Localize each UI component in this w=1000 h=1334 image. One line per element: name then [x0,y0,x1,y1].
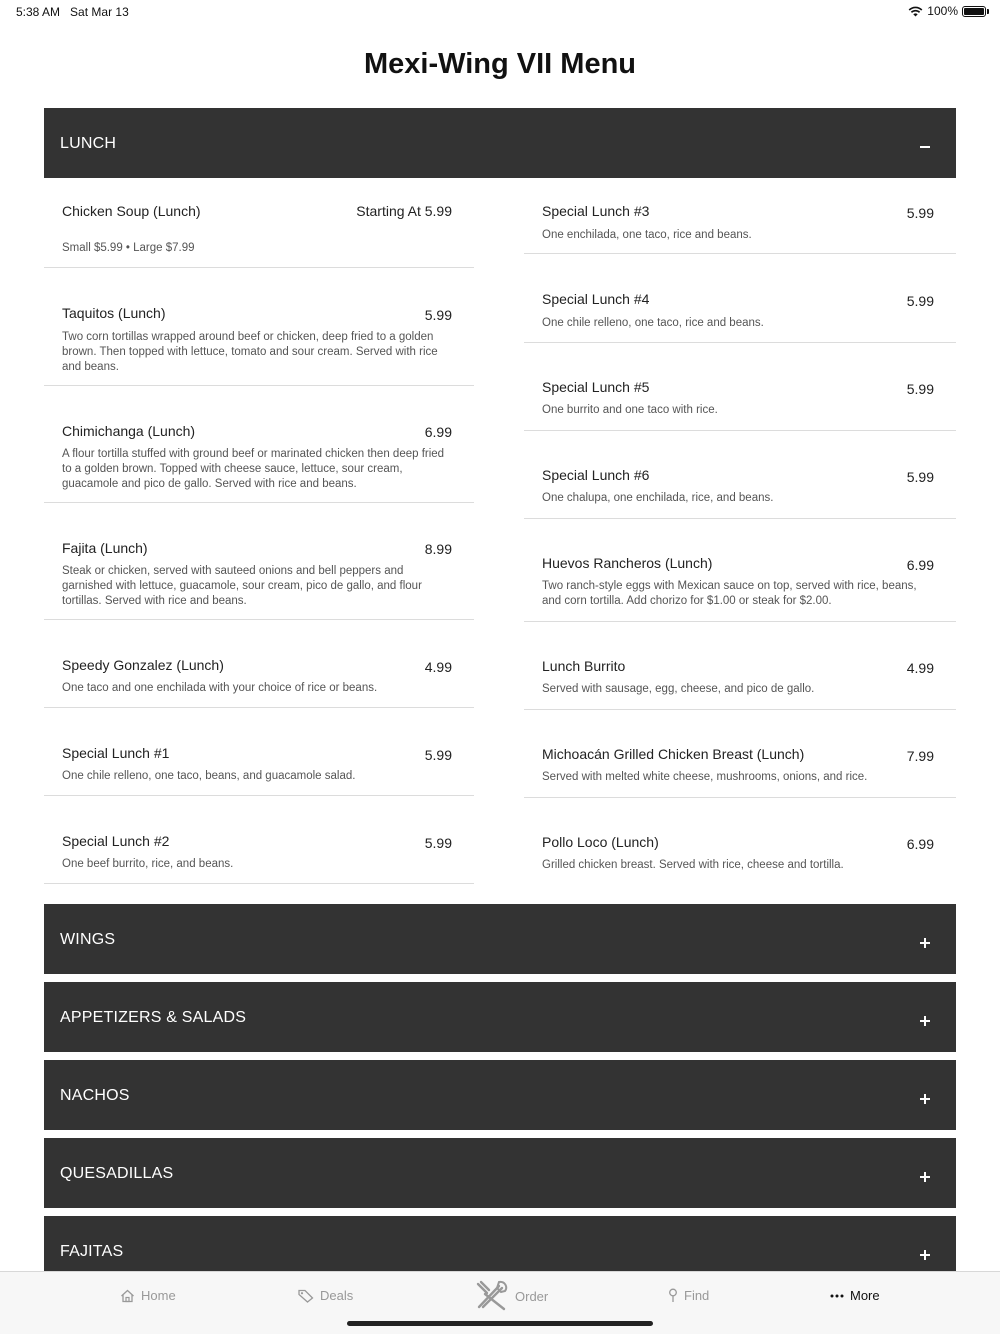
item-name: Special Lunch #6 [542,467,650,483]
item-price: 5.99 [424,307,452,323]
item-name: Fajita (Lunch) [62,540,148,556]
expand-icon[interactable] [918,1248,932,1262]
item-name: Pollo Loco (Lunch) [542,834,659,850]
menu-item-special-lunch-3[interactable] [524,178,956,254]
menu-item-special-lunch-5[interactable] [524,343,956,431]
section-label: QUESADILLAS [60,1165,174,1182]
tab-home[interactable] [120,1288,176,1303]
item-description: Served with sausage, egg, cheese, and pico de gallo. [542,683,815,695]
item-name: Taquitos (Lunch) [62,305,166,321]
item-name: Michoacán Grilled Chicken Breast (Lunch) [542,746,805,762]
status-time: 5:38 AM [16,5,61,19]
item-price: 5.99 [424,747,452,763]
section-header-appetizers[interactable] [44,982,956,1052]
location-pin-icon [668,1288,678,1303]
section-header-quesadillas[interactable] [44,1138,956,1208]
item-name: Speedy Gonzalez (Lunch) [62,657,224,673]
menu-item-taquitos[interactable] [44,268,474,386]
item-description: Two ranch-style eggs with Mexican sauce on top, served with rice, beans, and corn tortilla. Add chorizo for $1.00 or steak for $2.00. [542,580,917,607]
section-label: LUNCH [60,135,117,152]
tab-find[interactable] [668,1288,709,1303]
item-description: One taco and one enchilada with your choice of rice or beans. [62,682,378,694]
tab-label: Find [684,1288,710,1303]
menu-item-fajita[interactable] [44,503,474,620]
item-description: One chalupa, one enchilada, rice, and beans. [542,492,774,504]
section-label: NACHOS [60,1087,130,1104]
battery-icon [962,6,986,17]
menu-item-lunch-burrito[interactable] [524,622,956,710]
tab-label: Deals [320,1288,354,1303]
item-description: Grilled chicken breast. Served with rice, cheese and tortilla. [542,859,844,871]
menu-item-michoacan-chicken[interactable] [524,710,956,798]
section-header-nachos[interactable] [44,1060,956,1130]
tab-label: Home [141,1288,176,1303]
menu-item-special-lunch-6[interactable] [524,431,956,519]
expand-icon[interactable] [918,1014,932,1028]
item-price: 5.99 [906,381,934,397]
item-description: Steak or chicken, served with sauteed onions and bell peppers and garnished with lettuce, guacamole, sour cream, pico de gallo, and flour tortillas. Served with rice and beans. [62,565,422,607]
section-header-lunch[interactable] [44,108,956,178]
item-price: 6.99 [906,836,934,852]
item-name: Special Lunch #3 [542,203,650,219]
item-description: One chile relleno, one taco, rice and beans. [542,317,764,329]
expand-icon[interactable] [918,936,932,950]
item-price: 4.99 [424,659,452,675]
tab-more[interactable] [830,1288,880,1303]
menu-item-speedy-gonzalez[interactable] [44,620,474,708]
tab-label: More [850,1288,880,1303]
menu-item-special-lunch-2[interactable] [44,796,474,884]
status-date: Sat Mar 13 [70,5,129,19]
tab-order[interactable] [475,1280,548,1312]
section-label: APPETIZERS & SALADS [60,1009,247,1026]
item-description: A flour tortilla stuffed with ground beef or marinated chicken then deep fried to a golden brown. Topped with cheese sauce, lettuce, sour cream, guacamole and pico de gallo. Served with rice and beans. [62,448,445,490]
battery-level [964,8,984,15]
menu-item-pollo-loco[interactable] [524,798,956,886]
item-price: 5.99 [906,205,934,221]
item-description: Small $5.99 • Large $7.99 [62,242,195,254]
item-name: Special Lunch #1 [62,745,170,761]
item-description: One chile relleno, one taco, beans, and guacamole salad. [62,770,356,782]
item-price: 7.99 [906,748,934,764]
item-price: Starting At 5.99 [356,203,452,219]
item-price: 8.99 [424,541,452,557]
menu-item-chimichanga[interactable] [44,386,474,503]
item-description: One beef burrito, rice, and beans. [62,858,234,870]
item-price: 6.99 [906,557,934,573]
item-price: 6.99 [424,424,452,440]
tab-label: Order [515,1288,549,1304]
item-price: 5.99 [424,835,452,851]
item-name: Huevos Rancheros (Lunch) [542,555,713,571]
item-name: Special Lunch #2 [62,833,170,849]
item-name: Chimichanga (Lunch) [62,423,196,439]
section-header-wings[interactable] [44,904,956,974]
item-name: Chicken Soup (Lunch) [62,203,201,219]
collapse-icon[interactable] [918,140,932,154]
tab-deals[interactable] [298,1288,353,1303]
expand-icon[interactable] [918,1092,932,1106]
item-description: One enchilada, one taco, rice and beans. [542,229,752,241]
status-time-date [16,5,129,19]
item-price: 4.99 [906,660,934,676]
menu-item-special-lunch-1[interactable] [44,708,474,796]
item-description: Two corn tortillas wrapped around beef or chicken, deep fried to a golden brown. Then topped with lettuce, tomato and sour cream. Served with rice and beans. [62,331,438,373]
page-title: Mexi-Wing VII Menu [363,48,637,80]
item-name: Special Lunch #5 [542,379,650,395]
more-dots-icon [830,1294,844,1298]
battery-percent: 100% [927,4,958,18]
utensils-icon [475,1280,509,1312]
wifi-icon [908,6,923,17]
item-name: Lunch Burrito [542,658,626,674]
item-price: 5.99 [906,293,934,309]
tag-icon [298,1289,314,1303]
expand-icon[interactable] [918,1170,932,1184]
section-label: FAJITAS [60,1243,124,1260]
item-description: One burrito and one taco with rice. [542,404,718,416]
item-description: Served with melted white cheese, mushrooms, onions, and rice. [542,771,868,783]
item-price: 5.99 [906,469,934,485]
home-icon [120,1289,135,1303]
menu-item-chicken-soup[interactable] [44,178,474,268]
menu-item-special-lunch-4[interactable] [524,254,956,343]
section-label: WINGS [60,931,116,948]
menu-item-huevos-rancheros[interactable] [524,519,956,622]
status-indicators [908,4,986,18]
status-bar [0,0,1000,24]
item-name: Special Lunch #4 [542,291,650,307]
home-indicator [347,1321,653,1326]
